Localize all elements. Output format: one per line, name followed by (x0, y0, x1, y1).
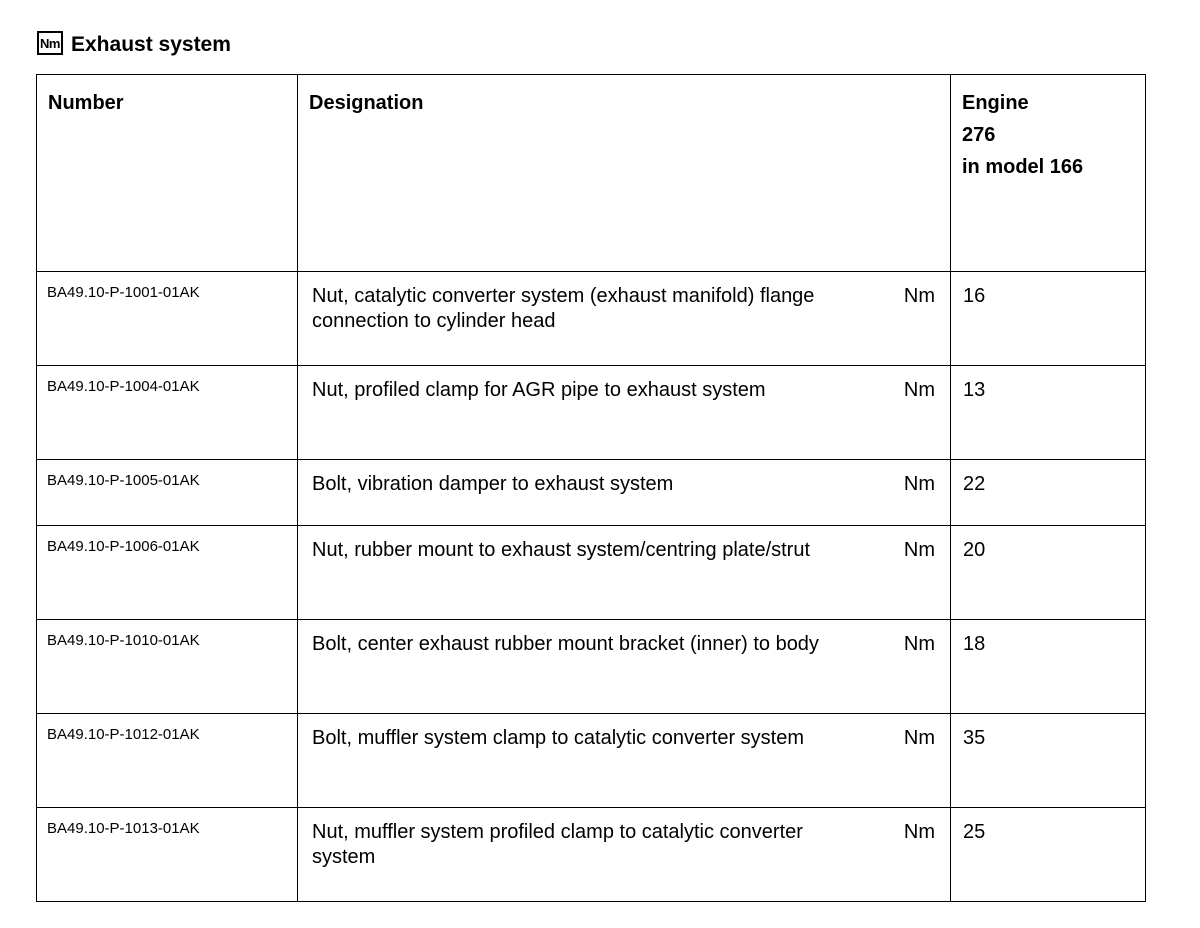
row-number: BA49.10-P-1013-01AK (37, 808, 298, 902)
table-header-row (37, 75, 1146, 272)
row-designation: Bolt, vibration damper to exhaust system (312, 473, 674, 495)
column-header-designation: Designation (298, 75, 951, 272)
row-designation-cell (298, 620, 951, 714)
row-unit: Nm (903, 821, 935, 843)
page-header (37, 30, 231, 60)
row-unit: Nm (903, 379, 935, 401)
row-designation-cell (298, 272, 951, 366)
torque-nm-icon: Nm (37, 31, 63, 55)
table-row (37, 366, 1146, 460)
column-header-number: Number (37, 75, 298, 272)
row-unit: Nm (903, 473, 935, 495)
row-value: 13 (951, 366, 1146, 460)
row-value: 25 (951, 808, 1146, 902)
row-designation: Nut, catalytic converter system (exhaust manifold) flange connection to cylinder head (312, 285, 815, 332)
row-number: BA49.10-P-1004-01AK (37, 366, 298, 460)
row-value: 22 (951, 460, 1146, 526)
row-designation-cell (298, 808, 951, 902)
row-designation: Nut, rubber mount to exhaust system/centring plate/strut (312, 539, 811, 561)
row-designation: Nut, profiled clamp for AGR pipe to exhaust system (312, 379, 766, 401)
row-unit: Nm (903, 727, 935, 749)
row-designation-cell (298, 460, 951, 526)
row-designation: Nut, muffler system profiled clamp to catalytic converter system (312, 821, 803, 868)
row-value: 16 (951, 272, 1146, 366)
row-number: BA49.10-P-1005-01AK (37, 460, 298, 526)
row-number: BA49.10-P-1010-01AK (37, 620, 298, 714)
column-header-engine (951, 75, 1146, 272)
table-row (37, 272, 1146, 366)
engine-model: in model 166 (962, 156, 1084, 178)
row-unit: Nm (903, 633, 935, 655)
table-row (37, 620, 1146, 714)
row-number: BA49.10-P-1006-01AK (37, 526, 298, 620)
row-unit: Nm (903, 539, 935, 561)
engine-label: Engine (962, 92, 1029, 114)
row-designation: Bolt, muffler system clamp to catalytic converter system (312, 727, 805, 749)
row-designation-cell (298, 714, 951, 808)
torque-table (36, 74, 1146, 902)
row-value: 35 (951, 714, 1146, 808)
table-row (37, 460, 1146, 526)
table-row (37, 808, 1146, 902)
row-designation: Bolt, center exhaust rubber mount bracket (inner) to body (312, 633, 819, 655)
row-value: 18 (951, 620, 1146, 714)
row-number: BA49.10-P-1012-01AK (37, 714, 298, 808)
row-number: BA49.10-P-1001-01AK (37, 272, 298, 366)
row-designation-cell (298, 526, 951, 620)
table-row (37, 526, 1146, 620)
table-row (37, 714, 1146, 808)
row-unit: Nm (903, 285, 935, 307)
row-designation-cell (298, 366, 951, 460)
row-value: 20 (951, 526, 1146, 620)
engine-code: 276 (962, 124, 996, 146)
page-title: Exhaust system (71, 33, 231, 56)
